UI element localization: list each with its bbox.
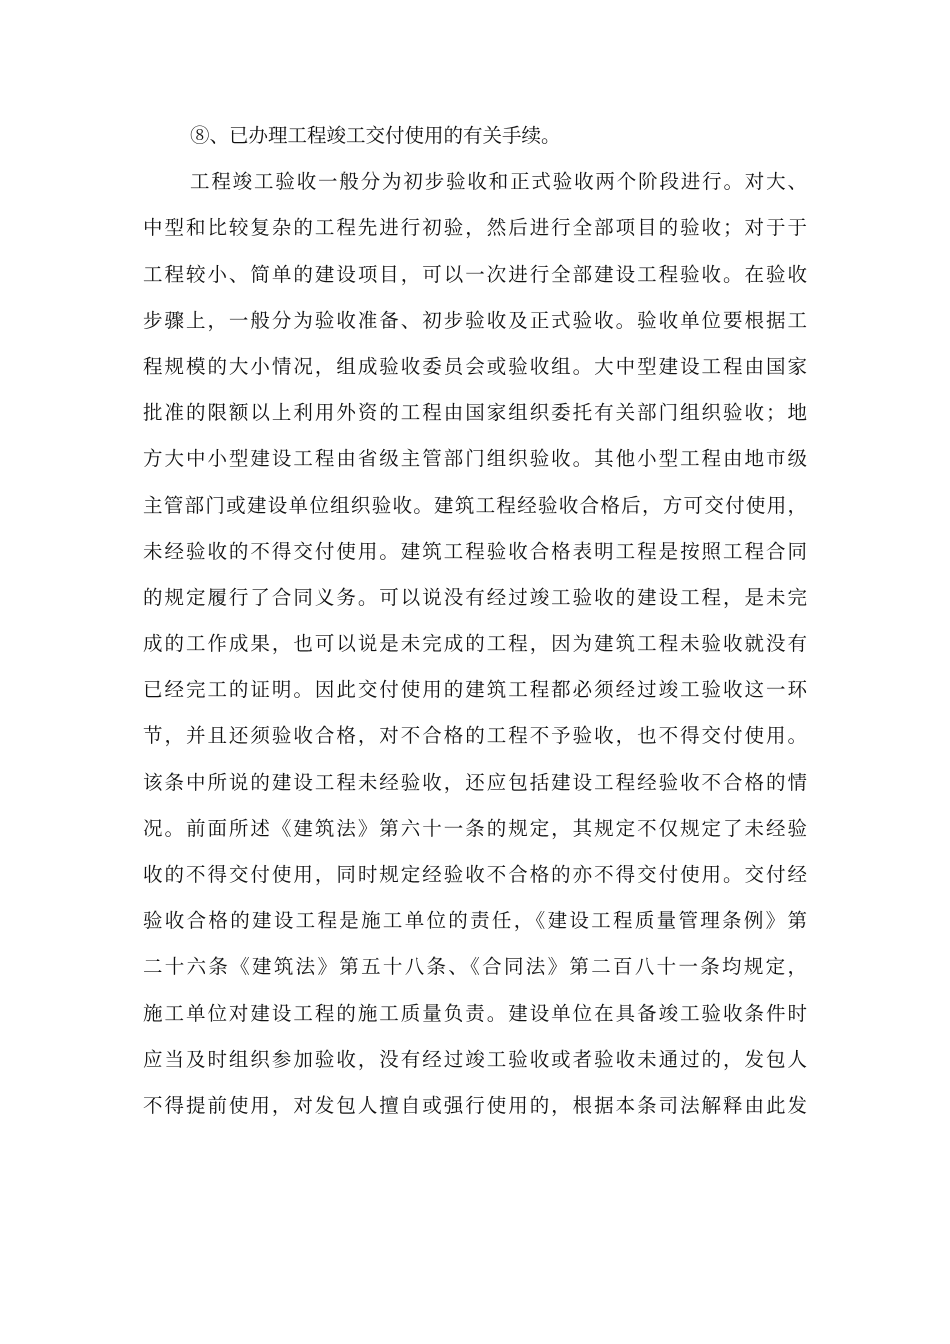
paragraph-line: 程规模的大小情况，组成验收委员会或验收组。大中型建设工程由国家 [143,354,807,378]
paragraph-line: 验收合格的建设工程是施工单位的责任，《建设工程质量管理条例》第 [143,909,807,933]
paragraph-line: 应当及时组织参加验收，没有经过竣工验收或者验收未通过的，发包人 [143,1047,807,1071]
list-item-8: ⑧、已办理工程竣工交付使用的有关手续。 [190,124,561,147]
paragraph-line: 中型和比较复杂的工程先进行初验，然后进行全部项目的验收；对于于 [143,216,807,240]
paragraph-line: 主管部门或建设单位组织验收。建筑工程经验收合格后，方可交付使用， [143,493,807,517]
paragraph-line: 未经验收的不得交付使用。建筑工程验收合格表明工程是按照工程合同 [143,539,807,563]
paragraph-line: 二十六条《建筑法》第五十八条、《合同法》第二百八十一条均规定， [143,955,807,979]
paragraph-line: 收的不得交付使用，同时规定经验收不合格的亦不得交付使用。交付经 [143,863,807,886]
paragraph-line: 施工单位对建设工程的施工质量负责。建设单位在具备竣工验收条件时 [143,1001,807,1025]
paragraph-line: 不得提前使用，对发包人擅自或强行使用的，根据本条司法解释由此发 [143,1093,807,1117]
body-text [143,113,807,1129]
paragraph-line: 成的工作成果，也可以说是未完成的工程，因为建筑工程未验收就没有 [143,632,807,656]
paragraph-line: 节，并且还须验收合格，对不合格的工程不予验收，也不得交付使用。 [143,724,807,748]
paragraph-line: 工程较小、简单的建设项目，可以一次进行全部建设工程验收。在验收 [143,262,807,286]
paragraph-first-line: 工程竣工验收一般分为初步验收和正式验收两个阶段进行。对大、 [190,170,807,194]
paragraph-line: 方大中小型建设工程由省级主管部门组织验收。其他小型工程由地市级 [143,447,807,471]
paragraph-line: 的规定履行了合同义务。可以说没有经过竣工验收的建设工程，是未完 [143,585,807,609]
paragraph-line: 该条中所说的建设工程未经验收，还应包括建设工程经验收不合格的情 [143,770,807,794]
paragraph-line: 步骤上，一般分为验收准备、初步验收及正式验收。验收单位要根据工 [143,308,807,332]
paragraph-line: 已经完工的证明。因此交付使用的建筑工程都必须经过竣工验收这一环 [143,678,807,702]
paragraph-line: 批准的限额以上利用外资的工程由国家组织委托有关部门组织验收；地 [143,401,807,425]
paragraph-line: 况。前面所述《建筑法》第六十一条的规定，其规定不仅规定了未经验 [143,816,807,840]
